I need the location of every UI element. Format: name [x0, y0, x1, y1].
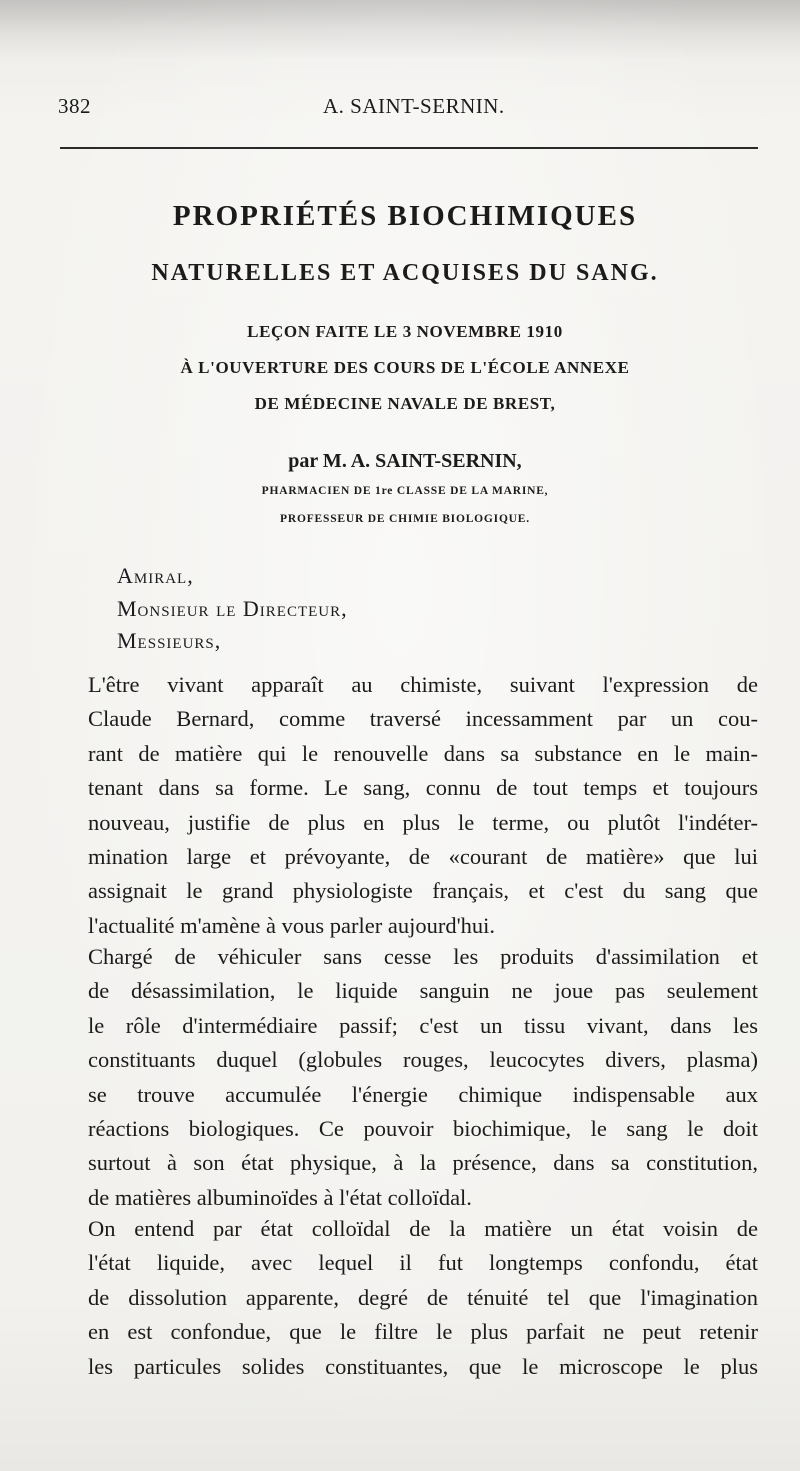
paragraph-line: en est confondue, que le filtre le plus parfait ne peut retenir [88, 1319, 758, 1345]
paragraph-line: nouveau, justifie de plus en plus le terme, ou plutôt l'indéter- [88, 809, 758, 835]
paragraph-line: se trouve accumulée l'énergie chimique indispensable aux [88, 1081, 758, 1107]
author-credit-line-1: PHARMACIEN DE 1re CLASSE DE LA MARINE, [261, 485, 549, 497]
article-title-line-1: PROPRIÉTÉS BIOCHIMIQUES [172, 200, 638, 232]
author-byline: par M. A. SAINT-SERNIN, [288, 450, 522, 472]
lecture-info-line-3: DE MÉDECINE NAVALE DE BREST, [254, 394, 556, 413]
running-header [58, 94, 758, 124]
paragraph-line: rant de matière qui le renouvelle dans sa substance en le main- [88, 740, 758, 766]
author-credit-line-2: PROFESSEUR DE CHIMIE BIOLOGIQUE. [280, 513, 530, 525]
paragraph-line: de désassimilation, le liquide sanguin ne joue pas seulement [88, 978, 758, 1004]
paragraph-line: constituants duquel (globules rouges, leucocytes divers, plasma) [88, 1047, 758, 1073]
paragraph-1 [58, 668, 758, 943]
paragraph-line: mination large et prévoyante, de «courant de matière» que lui [88, 844, 758, 870]
paragraph-line: assignait le grand physiologiste français, et c'est du sang que [88, 878, 758, 904]
paragraph-line: de dissolution apparente, degré de ténuité tel que l'imagination [88, 1284, 758, 1310]
paragraph-2 [58, 940, 758, 1215]
lecture-info-line-1: LEÇON FAITE LE 3 NOVEMBRE 1910 [247, 322, 563, 341]
paragraph-line: l'actualité m'amène à vous parler aujourd'hui. [88, 912, 496, 938]
paragraph-line: le rôle d'intermédiaire passif; c'est un tissu vivant, dans les [88, 1012, 758, 1038]
paragraph-3 [58, 1212, 758, 1384]
header-rule [60, 147, 758, 149]
lecture-info-line-2: À L'OUVERTURE DES COURS DE L'ÉCOLE ANNEXE [180, 358, 630, 377]
paragraph-line: surtout à son état physique, à la présence, dans sa constitution, [88, 1150, 758, 1176]
paragraph-line: les particules solides constituantes, que le microscope le plus [88, 1353, 758, 1379]
article-title-line-2: NATURELLES ET ACQUISES DU SANG. [151, 260, 659, 286]
salutation-line-3: Messieurs, [117, 628, 222, 653]
running-title: A. SAINT-SERNIN. [323, 94, 505, 118]
salutation-line-1: Amiral, [117, 563, 194, 588]
salutation-line-2: Monsieur le Directeur, [117, 596, 348, 621]
page-number: 382 [58, 94, 91, 118]
paragraph-line: L'être vivant apparaît au chimiste, suivant l'expression de [88, 672, 758, 697]
paragraph-line: On entend par état colloïdal de la matière un état voisin de [88, 1216, 758, 1241]
paragraph-line: de matières albuminoïdes à l'état colloïdal. [88, 1184, 472, 1210]
paragraph-line: Chargé de véhiculer sans cesse les produits d'assimilation et [88, 944, 758, 969]
paragraph-line: réactions biologiques. Ce pouvoir biochimique, le sang le doit [88, 1116, 758, 1142]
paragraph-line: tenant dans sa forme. Le sang, connu de tout temps et toujours [88, 775, 758, 801]
paragraph-line: Claude Bernard, comme traversé incessamment par un cou- [88, 706, 758, 732]
paragraph-line: l'état liquide, avec lequel il fut longtemps confondu, état [88, 1250, 758, 1276]
